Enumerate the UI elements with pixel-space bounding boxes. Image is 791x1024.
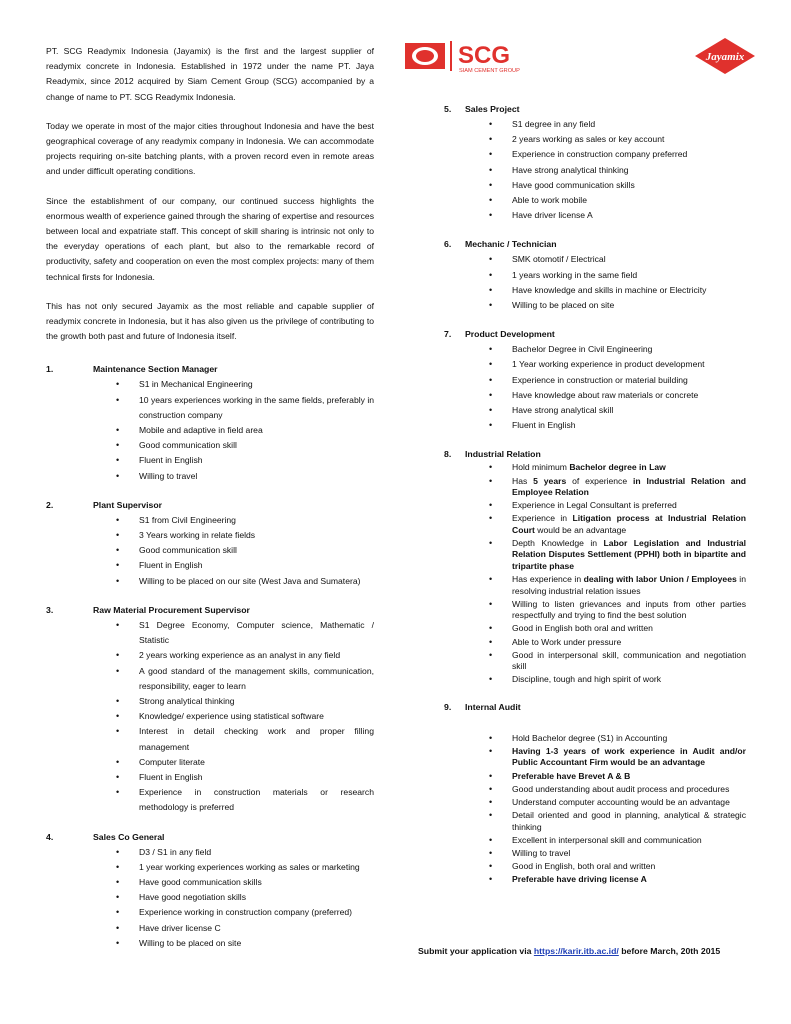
job-title: Mechanic / Technician [465,239,557,250]
job-title: Product Development [465,329,555,340]
right-job-sections [444,102,746,886]
requirement-item: • Able to work mobile [512,193,746,208]
requirement-item: • Have good communication skills [139,875,374,890]
requirement-item [512,674,746,685]
requirement-item: • Experience in construction materials or research methodology is preferred [139,785,374,815]
intro-paragraph-1: PT. SCG Readymix Indonesia (Jayamix) is the first and the largest supplier of readymix concrete in Indonesia. Established in 1972 under the name PT. Jaya Readymix, since 2012 acquired by Siam Cement Group (SCG) accompanied by a change of name to PT. SCG Readymix Indonesia. [46,46,374,102]
requirement-text-segment: Good in English, both oral and written [512,861,656,872]
requirement-item: • 1 years working in the same field [512,268,746,283]
job-title-heading [46,362,374,377]
left-column [46,44,374,951]
requirement-text-segment: Bachelor degree in Law [569,462,666,473]
job-section [46,498,374,589]
requirement-item: • 10 years experiences working in the same fields, preferably in construction company [139,393,374,423]
requirement-item [512,574,746,597]
intro-paragraph-2: Today we operate in most of the major cities throughout Indonesia and have the best geographical coverage of any readymix company in Indonesia. We can accommodate projects requiring on-site batching plants, with a proven record even in remote areas and under difficult operating conditions. [46,120,374,177]
requirement-item [512,733,746,744]
requirement-item: • Fluent in English [139,453,374,468]
requirement-list [444,117,746,223]
job-number: 1. [46,364,54,375]
requirement-item: • Fluent in English [512,418,746,433]
requirement-item [512,500,746,511]
requirement-item: • Fluent in English [139,770,374,785]
job-number: 6. [444,239,452,250]
job-title-heading [46,498,374,513]
intro-paragraph-4: This has not only secured Jayamix as the most reliable and capable supplier of readymix concrete in Indonesia, but it has also given us the privilege of contributing to the growth both past and future of Indonesia itself. [46,300,374,342]
requirement-item: • 1 Year working experience in product development [512,357,746,372]
job-title: Maintenance Section Manager [93,364,218,375]
job-number: 4. [46,831,54,842]
job-section [444,327,746,433]
requirement-text-segment: dealing with labor Union / Employees [583,574,737,585]
requirement-list [46,618,374,816]
requirement-text-segment: Labor Legislation and Industrial Relation Disputes Settlement (PPHI) both in bipartite and tripartite phase [512,538,746,571]
job-section [444,700,746,886]
job-number: 8. [444,449,452,460]
job-title: Internal Audit [465,701,521,712]
requirement-text-segment: Depth Knowledge in [512,538,604,549]
requirement-list [444,462,746,685]
requirement-list [444,252,746,313]
requirement-text-segment: Hold Bachelor degree (S1) in Accounting [512,732,668,743]
requirement-item: • Strong analytical thinking [139,694,374,709]
requirement-item: • SMK otomotif / Electrical [512,252,746,267]
requirement-item: • Knowledge/ experience using statistical software [139,709,374,724]
requirement-item: • Willing to be placed on site [139,936,374,951]
requirement-text-segment: Good in English both oral and written [512,623,653,634]
requirement-text-segment: Experience in [512,513,573,524]
scg-logo-text: SCG [458,42,511,69]
requirement-item: • Have driver license C [139,921,374,936]
requirement-item: • Mobile and adaptive in field area [139,423,374,438]
requirement-item: • Fluent in English [139,558,374,573]
requirement-text-segment: of experience [566,475,633,486]
job-number: 5. [444,104,452,114]
job-title-heading [46,830,374,845]
job-title: Sales Project [465,104,520,114]
requirement-text-segment: in Industrial Relation and Employee Relation [512,475,747,498]
requirement-text-segment: Good in interpersonal skill, communication and negotiation skill [512,649,746,672]
requirement-item: • Willing to be placed on site [512,298,746,313]
requirement-item: • Bachelor Degree in Civil Engineering [512,342,746,357]
requirement-item: • Have driver license A [512,208,746,223]
requirement-item: • 2 years working as sales or key account [512,132,746,147]
requirement-item [512,650,746,673]
requirement-text-segment: Preferable have Brevet A & B [512,770,631,781]
intro-paragraph-3: Since the establishment of our company, our continued success highlights the enormous wealth of experience gained through the sharing of expertise and resources between local and expatriate staff. This concept of skill sharing is intrinsic not only to the everyday operations of each plant, but also to the remarkable record of productivity, safety and cooperation on even the most complex projects: many of them technical firsts for Indonesia. [46,195,374,282]
requirement-item [512,538,746,572]
requirement-item: • Have strong analytical skill [512,403,746,418]
requirement-item: • A good standard of the management skills, communication, responsibility, eager to learn [139,664,374,694]
requirement-item: • Good communication skill [139,543,374,558]
scg-logo [404,37,546,75]
jayamix-logo [694,37,756,75]
requirement-text-segment: Having 1-3 years of work experience in Audit and/or Public Accountant Firm would be an advantage [512,745,746,768]
requirement-text-segment: Hold minimum [512,462,570,473]
requirement-item: • S1 Degree Economy, Computer science, Mathematic / Statistic [139,618,374,648]
job-number: 9. [444,701,452,712]
requirement-item: • S1 degree in any field [512,117,746,132]
job-number: 3. [46,604,54,615]
requirement-text-segment: Has [512,475,534,486]
job-title: Sales Co General [93,831,165,842]
requirement-item [512,462,746,473]
job-title: Raw Material Procurement Supervisor [93,604,250,615]
footer-suffix: before March, 20th 2015 [618,946,721,956]
requirement-text-segment: Excellent in interpersonal skill and communication [512,834,702,845]
requirement-text-segment: Litigation process at Industrial Relation Court [512,513,746,535]
job-section [46,362,374,483]
job-section [444,237,746,313]
requirement-text-segment: Good understanding about audit process and procedures [512,783,730,794]
requirement-item: • Experience in construction company preferred [512,147,746,162]
job-title-heading [444,237,746,252]
requirement-item [512,513,746,536]
job-title-heading [444,447,746,462]
requirement-item [512,784,746,795]
requirement-list [46,513,374,589]
requirement-text-segment: 5 years [533,475,567,486]
requirement-item: • Have good communication skills [512,178,746,193]
requirement-item: • Have strong analytical thinking [512,163,746,178]
requirement-text-segment: Willing to travel [512,847,571,858]
requirement-item [512,874,746,885]
requirement-item: • Computer literate [139,755,374,770]
requirement-item [512,746,746,769]
requirement-item: • Have knowledge and skills in machine or Electricity [512,283,746,298]
requirement-item: • Good communication skill [139,438,374,453]
requirement-text-segment: Preferable have driving license A [512,874,647,885]
requirement-text-segment: Able to Work under pressure [512,636,622,647]
job-number: 2. [46,499,54,510]
job-title-heading [444,327,746,342]
requirement-item: • 2 years working experience as an analyst in any field [139,648,374,663]
requirement-item: • D3 / S1 in any field [139,845,374,860]
requirement-item [512,623,746,634]
requirement-text-segment: would be an advantage [534,524,627,535]
requirement-item: • 3 Years working in relate fields [139,528,374,543]
requirement-item: • 1 year working experiences working as sales or marketing [139,860,374,875]
requirement-item [512,637,746,648]
requirement-list [46,845,374,951]
job-section [444,447,746,685]
requirement-list [444,733,746,886]
requirement-item [512,810,746,833]
requirement-item [512,797,746,808]
requirement-item: • Experience in construction or material building [512,373,746,388]
requirement-text-segment: Discipline, tough and high spirit of work [512,674,662,685]
requirement-item [512,861,746,872]
requirement-item [512,476,746,499]
requirement-item [512,599,746,622]
job-title: Plant Supervisor [93,499,163,510]
requirement-item: • Have good negotiation skills [139,890,374,905]
requirement-item: • S1 from Civil Engineering [139,513,374,528]
footer-prefix: Submit your application via [418,946,534,956]
requirement-text-segment: Experience in Legal Consultant is preferred [512,500,677,511]
requirement-text-segment: in resolving industrial relation issues [512,574,746,596]
requirement-item: • Experience working in construction company (preferred) [139,905,374,920]
requirement-text-segment: Has experience in [512,574,584,585]
job-section [444,102,746,223]
job-title-heading [444,700,746,715]
job-title-heading [444,102,746,117]
jayamix-logo-text: Jayamix [705,51,745,63]
job-section [46,603,374,816]
requirement-item: • Interest in detail checking work and proper filling management [139,724,374,754]
requirement-item [512,835,746,846]
requirement-item: • S1 in Mechanical Engineering [139,377,374,392]
requirement-text-segment: Willing to listen grievances and inputs from other parties respectfully and trying to find the best solution [512,598,746,621]
right-column [444,102,746,888]
requirement-item: • Willing to travel [139,469,374,484]
requirement-item: • Have knowledge about raw materials or concrete [512,388,746,403]
requirement-item [512,848,746,859]
job-section [46,830,374,951]
logo-bar [404,37,756,77]
requirement-item [512,771,746,782]
career-site-link[interactable]: https://karir.itb.ac.id/ [533,946,619,956]
job-title-heading [46,603,374,618]
requirement-text-segment: Detail oriented and good in planning, analytical & strategic thinking [512,810,746,832]
requirement-list [46,377,374,483]
requirement-text-segment: Understand computer accounting would be an advantage [512,796,730,807]
scg-logo-subtext: SIAM CEMENT GROUP [459,68,520,74]
left-job-sections [46,362,374,951]
requirement-item: • Willing to be placed on our site (West Java and Sumatera) [139,574,374,589]
requirement-list [444,342,746,433]
job-number: 7. [444,329,452,340]
job-title: Industrial Relation [465,449,541,460]
application-footer [418,946,758,956]
